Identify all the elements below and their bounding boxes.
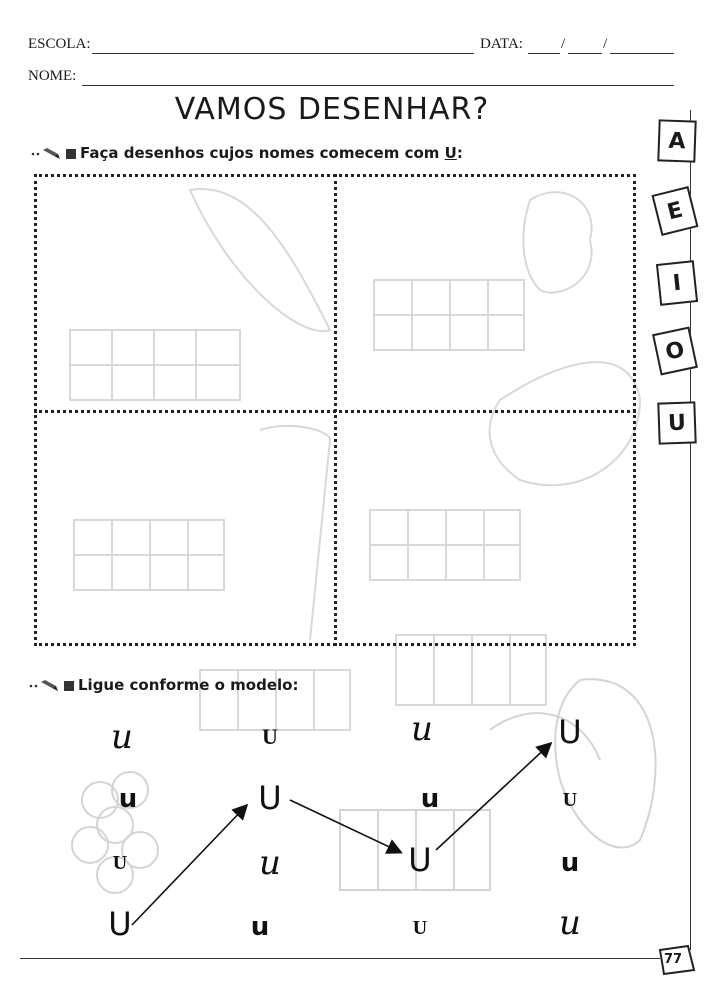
- instruction-draw-colon: :: [456, 144, 463, 162]
- match-r2-c1: u: [118, 784, 138, 814]
- match-r1-c3: u: [411, 709, 433, 749]
- match-r4-c3: U: [412, 917, 428, 939]
- match-r4-c4: u: [559, 903, 581, 943]
- vowel-tab-u: U: [657, 401, 696, 444]
- match-r2-c3: u: [420, 784, 440, 814]
- data-label: DATA:: [480, 36, 523, 52]
- vowel-tab-o: O: [652, 327, 698, 376]
- data-sep-1: /: [561, 36, 566, 52]
- instruction-draw-letter: U: [444, 144, 457, 162]
- match-r3-c2: u: [259, 843, 281, 883]
- vowel-tab-e: E: [651, 186, 698, 236]
- page-number: 77: [664, 952, 683, 967]
- escola-label: ESCOLA:: [28, 36, 91, 52]
- match-r2-c4: U: [562, 789, 578, 811]
- vowel-tab-i: I: [656, 260, 698, 306]
- vowel-tab-a: A: [657, 119, 696, 162]
- arrow-2: [290, 800, 400, 852]
- match-r1-c2: U: [262, 724, 278, 749]
- arrow-3: [436, 744, 550, 850]
- match-r4-c1: U: [108, 905, 132, 943]
- data-sep-2: /: [603, 36, 608, 52]
- match-r4-c2: u: [250, 912, 270, 942]
- arrow-1: [132, 806, 246, 925]
- match-r1-c1: u: [111, 717, 133, 757]
- match-r3-c1: U: [112, 852, 128, 874]
- instruction-connect: Ligue conforme o modelo:: [78, 676, 299, 694]
- instruction-draw-text: Faça desenhos cujos nomes comecem com: [80, 144, 445, 162]
- page-title: VAMOS DESENHAR?: [174, 92, 490, 127]
- match-r3-c3: U: [408, 841, 432, 879]
- match-r3-c4: u: [560, 848, 580, 878]
- match-r1-c4: U: [558, 713, 582, 751]
- match-r2-c2: U: [258, 779, 282, 817]
- nome-label: NOME:: [28, 68, 77, 84]
